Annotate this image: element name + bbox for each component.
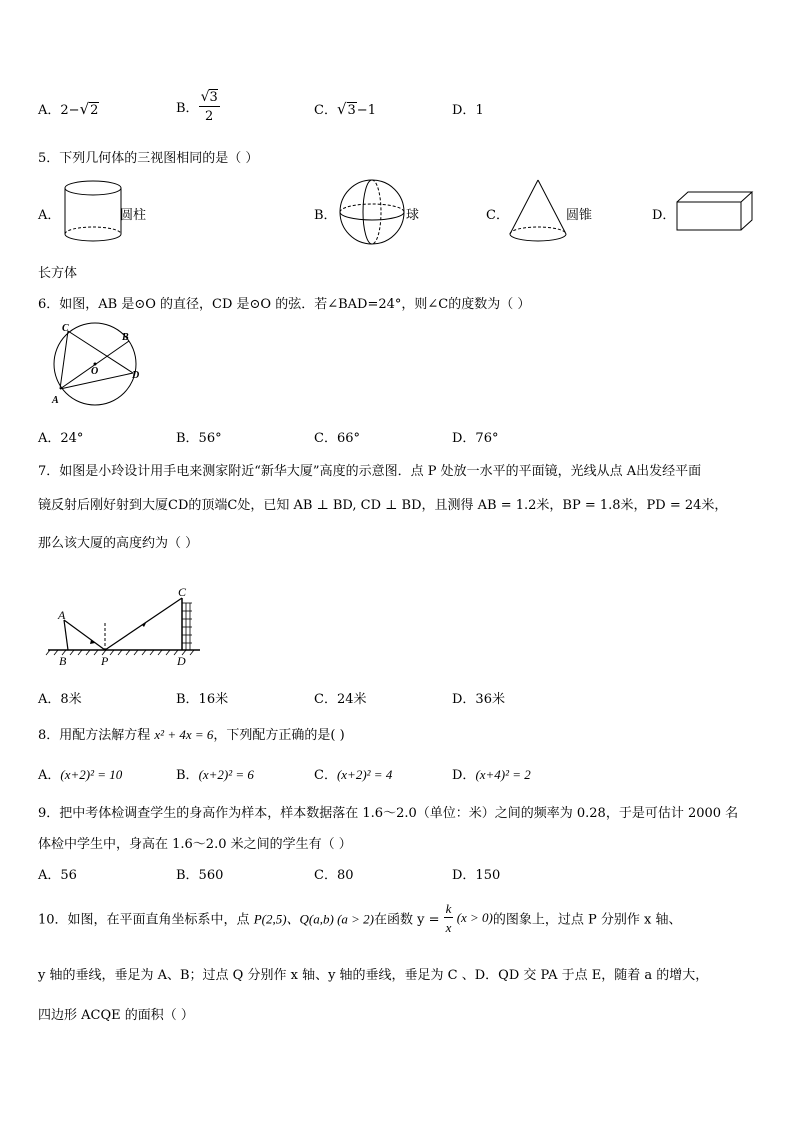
q8-option-b: B．(x+2)² = 6 xyxy=(176,767,254,783)
q5-option-c-text: 圆锥 xyxy=(566,208,593,223)
q5-option-a-label: A． xyxy=(38,208,61,223)
q4-option-b: B． $\frac{√3}{2}$ xyxy=(176,89,218,124)
q6-option-d: D．76° xyxy=(452,431,499,446)
label-b: B xyxy=(59,654,67,668)
q6-option-b: B．56° xyxy=(176,431,222,446)
q4-option-a: A．2−√2 xyxy=(38,100,99,118)
cylinder-figure xyxy=(62,178,124,244)
q7-option-c: C．24米 xyxy=(314,692,367,707)
q10-line-3: 四边形 ACQE 的面积（ ） xyxy=(38,1008,194,1023)
q4-option-c: C．√3−1 xyxy=(314,100,376,118)
q5-option-b-label: B． xyxy=(314,208,337,223)
q9-option-a: A．56 xyxy=(38,868,77,883)
q7-option-d: D．36米 xyxy=(452,692,505,707)
sphere-figure xyxy=(334,178,414,246)
label-a: A xyxy=(58,608,66,622)
q9-option-c: C．80 xyxy=(314,868,354,883)
q4-option-d: D．1 xyxy=(452,103,484,118)
q8-option-c: C．(x+2)² = 4 xyxy=(314,767,393,783)
label-c: C xyxy=(178,585,187,599)
q6-stem: 6．如图，AB 是⊙O 的直径，CD 是⊙O 的弦．若∠BAD=24°，则∠C的度数为（ ） xyxy=(38,297,531,312)
q9-option-d: D．150 xyxy=(452,868,501,883)
cone-figure xyxy=(506,178,570,246)
q5-option-b-text: 球 xyxy=(406,208,420,223)
q6-circle-figure xyxy=(40,318,150,410)
q6-option-a: A．24° xyxy=(38,431,84,446)
q7-mirror-figure xyxy=(44,583,204,669)
label-d: D xyxy=(177,654,186,668)
q5-option-d-text: 长方体 xyxy=(38,266,78,281)
q5-stem: 5．下列几何体的三视图相同的是（ ） xyxy=(38,151,259,166)
label-o: O xyxy=(91,366,99,377)
q7-option-b: B．16米 xyxy=(176,692,229,707)
q8-equation: x² + 4x = 6 xyxy=(154,727,214,742)
q7-line-3: 那么该大厦的高度约为（ ） xyxy=(38,536,199,551)
q5-option-c-label: C． xyxy=(486,208,509,223)
q10-line-1: 10．如图，在平面直角坐标系中，点 P(2,5)、Q(a,b) (a > 2)在函数 y = $\frac{k}{x}$ (x > 0)的图象上，过点 P 分别作 x 轴、 xyxy=(38,901,682,935)
label-a: A xyxy=(52,395,59,406)
q5-option-a-text: 圆柱 xyxy=(120,208,147,223)
label-p: P xyxy=(101,654,109,668)
q8-stem: 8．用配方法解方程 x² + 4x = 6，下列配方正确的是( ) xyxy=(38,727,345,743)
q9-option-b: B．560 xyxy=(176,868,224,883)
q5-option-d-label: D． xyxy=(652,208,676,223)
q10-line-2: y 轴的垂线，垂足为 A、B；过点 Q 分别作 x 轴、y 轴的垂线，垂足为 C 、D．QD 交 PA 于点 E，随着 a 的增大， xyxy=(38,968,709,983)
label-c: C xyxy=(62,323,69,334)
q7-line-2: 镜反射后刚好射到大厦CD的顶端C处，已知 AB ⊥ BD, CD ⊥ BD，且测得 AB = 1.2米，BP = 1.8米，PD = 24米， xyxy=(38,498,728,513)
q8-option-a: A．(x+2)² = 10 xyxy=(38,767,123,783)
label-d: D xyxy=(132,370,140,381)
q8-option-d: D．(x+4)² = 2 xyxy=(452,767,531,783)
q7-option-a: A．8米 xyxy=(38,692,82,707)
q7-line-1: 7．如图是小玲设计用手电来测家附近“新华大厦”高度的示意图．点 P 处放一水平的平面镜，光线从点 A出发经平面 xyxy=(38,464,702,479)
q9-line-2: 体检中学生中，身高在 1.6～2.0 米之间的学生有（ ） xyxy=(38,837,352,852)
q6-option-c: C．66° xyxy=(314,431,360,446)
q9-line-1: 9．把中考体检调查学生的身高作为样本，样本数据落在 1.6～2.0（单位：米）之间的频率为 0.28，于是可估计 2000 名 xyxy=(38,806,739,821)
cuboid-figure xyxy=(674,190,756,234)
label-b: B xyxy=(122,332,129,343)
